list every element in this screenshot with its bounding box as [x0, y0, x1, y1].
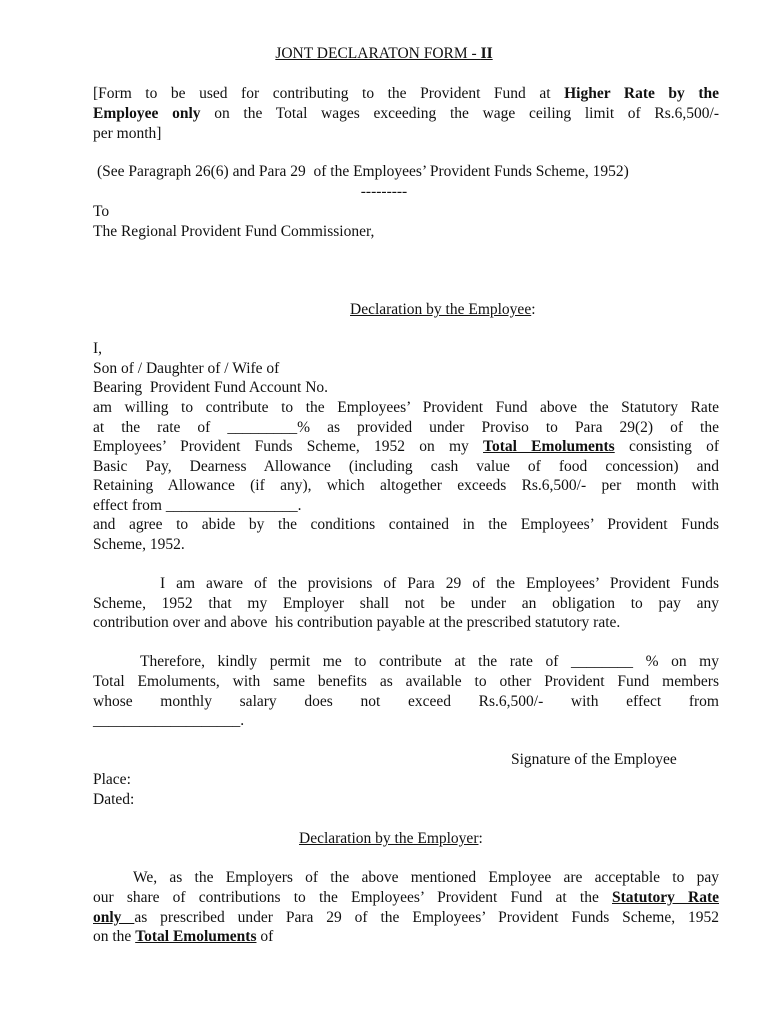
form-title: JONT DECLARATON FORM - II: [275, 45, 493, 62]
intro-line-3: per month]: [93, 125, 162, 142]
employee-p1-line-1: am willing to contribute to the Employees’ Provident Fund above the Statutory Rate: [93, 399, 719, 416]
employee-p2-line-1: I am aware of the provisions of Para 29 of the Employees’ Provident Funds: [160, 575, 719, 592]
employee-p1-line-2: at the rate of _________% as provided under Proviso to Para 29(2) of the: [93, 419, 719, 436]
relation-line: Son of / Daughter of / Wife of: [93, 360, 280, 377]
declarant-line: I,: [93, 340, 103, 357]
employee-signature-label: Signature of the Employee: [511, 751, 677, 768]
employee-p3-line-3: whose monthly salary does not exceed Rs.6,500/- with effect from: [93, 693, 719, 710]
employee-p1-line-4: Basic Pay, Dearness Allowance (including cash value of food concession) and: [93, 458, 719, 475]
to-label: To: [93, 203, 110, 220]
employee-p3-line-1: Therefore, kindly permit me to contribute at the rate of ________ % on my: [140, 653, 719, 670]
employee-p1-line-3: Employees’ Provident Funds Scheme, 1952 on my Total Emoluments consisting of: [93, 438, 719, 455]
addressee: The Regional Provident Fund Commissioner,: [93, 223, 375, 240]
employee-p1-line-7: and agree to abide by the conditions contained in the Employees’ Provident Funds: [93, 516, 719, 533]
employee-p3-line-2: Total Emoluments, with same benefits as available to other Provident Fund members: [93, 673, 719, 690]
dated-label: Dated:: [93, 791, 135, 808]
employee-p1-line-6: effect from _________________.: [93, 497, 302, 514]
employer-p1-line-4: on the Total Emoluments of: [93, 928, 274, 945]
employee-p1-line-5: Retaining Allowance (if any), which altogether exceeds Rs.6,500/- per month with: [93, 477, 719, 494]
employee-p1-line-8: Scheme, 1952.: [93, 536, 185, 553]
account-line: Bearing Provident Fund Account No.: [93, 379, 329, 396]
scheme-reference: (See Paragraph 26(6) and Para 29 of the Employees’ Provident Funds Scheme, 1952): [97, 163, 629, 180]
employer-p1-line-3: only as prescribed under Para 29 of the Employees’ Provident Funds Scheme, 1952: [93, 909, 719, 926]
employer-p1-line-2: our share of contributions to the Employees’ Provident Fund at the Statutory Rate: [93, 889, 720, 906]
employee-p3-line-4: ___________________.: [93, 712, 245, 729]
reference-rule: ---------: [360, 183, 408, 200]
place-label: Place:: [93, 771, 131, 788]
intro-line-2: Employee only on the Total wages exceeding the wage ceiling limit of Rs.6,500/-: [93, 105, 719, 122]
employee-p2-line-2: Scheme, 1952 that my Employer shall not be under an obligation to pay any: [93, 595, 719, 612]
employee-declaration-heading: Declaration by the Employee:: [350, 301, 536, 318]
employer-declaration-heading: Declaration by the Employer:: [299, 830, 483, 847]
employer-p1-line-1: We, as the Employers of the above mentioned Employee are acceptable to pay: [133, 869, 719, 886]
employee-p2-line-3: contribution over and above his contribution payable at the prescribed statutory rate.: [93, 614, 621, 631]
intro-line-1: [Form to be used for contributing to the Provident Fund at Higher Rate by the: [93, 85, 719, 102]
